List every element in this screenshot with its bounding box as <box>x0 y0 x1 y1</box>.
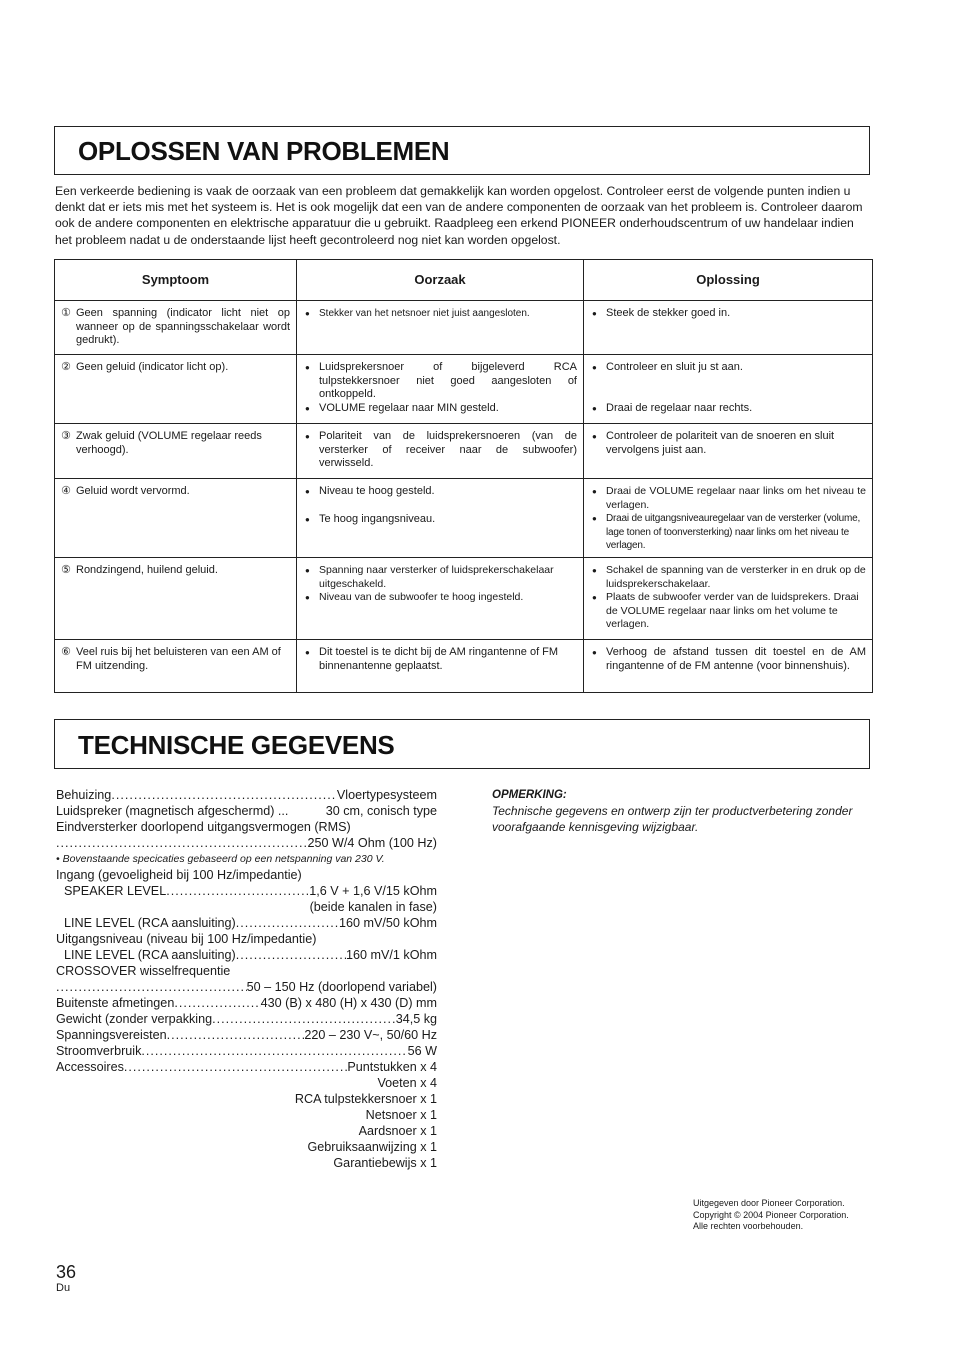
row-number: ② <box>61 361 71 373</box>
cause-item: ● Dit toestel is te dicht bij de AM ringantenne of FM binnenantenne geplaatst. <box>303 646 577 673</box>
spec-label: Luidspreker (magnetisch afgeschermd) ... <box>56 804 289 818</box>
solution-item: ● Controleer de polariteit van de snoeren en sluit vervolgens juist aan. <box>590 430 866 457</box>
table-row <box>55 639 873 692</box>
spec-row <box>56 995 437 1011</box>
spec-row <box>56 835 437 851</box>
copyright-line: Copyright © 2004 Pioneer Corporation. <box>693 1209 849 1220</box>
spec-label: Spanningsvereisten <box>56 1028 167 1042</box>
intro-paragraph <box>55 183 873 248</box>
intro-text: Een verkeerde bediening is vaak de oorzaak van een probleem dat gemakkelijk kan worden opgelost. Controleer eerst de volgende punten indien u denkt dat er iets mis met het systeem is. Het is ook mogelijk dat een van de andere componenten de oorzaak van het probleem is. Controleer daarom ook de andere componenten en elektrische apparatuur die u gebruikt. Raadpleeg een erkend PIONEER onderhoudscentrum of uw handelaar indien het probleem nadat u de onderstaande lijst heeft gecontroleerd nog niet kan worden opgelost. <box>55 184 863 247</box>
spec-label: Eindversterker doorlopend uitgangsvermogen (RMS) <box>56 820 351 834</box>
cause-item: ● Spanning naar versterker of luidsprekerschakelaar uitgeschakeld. <box>303 564 577 591</box>
spec-value: 34,5 kg <box>395 1012 437 1026</box>
accessory-item: Netsnoer x 1 <box>365 1108 437 1122</box>
row-number: ① <box>61 307 71 319</box>
cause-item: ● Te hoog ingangsniveau. <box>303 513 577 527</box>
row-number: ⑥ <box>61 645 71 658</box>
spec-value: Vloertypesysteem <box>336 788 437 802</box>
cause-item: ● Polariteit van de luidsprekersnoeren (van de versterker of receiver naar de subwoofer) verwisseld. <box>303 430 577 471</box>
solution-item: ● Draai de VOLUME regelaar naar links om het niveau te verlagen. <box>590 485 866 512</box>
spec-label: Uitgangsniveau (niveau bij 100 Hz/impedantie) <box>56 932 317 946</box>
spec-row <box>56 947 437 963</box>
accessory-item: Voeten x 4 <box>377 1076 437 1090</box>
spec-row <box>56 915 437 931</box>
spec-row <box>56 1043 437 1059</box>
section-header-troubleshooting <box>54 126 870 175</box>
section-title: TECHNISCHE GEGEVENS <box>78 730 395 760</box>
table-row <box>55 479 873 558</box>
spec-row <box>56 1011 437 1027</box>
remark-text: Technische gegevens en ontwerp zijn ter productverbetering zonder voorafgaande kennisgeving wijzigbaar. <box>492 804 853 834</box>
solution-item: ● Schakel de spanning van de versterker in en druk op de luidsprekerschakelaar. <box>590 564 866 591</box>
spec-label: LINE LEVEL (RCA aansluiting) <box>64 948 236 962</box>
spec-row <box>56 1059 437 1075</box>
spec-value: 30 cm, conisch type <box>325 804 437 818</box>
table-row <box>55 557 873 639</box>
spec-row <box>56 787 437 803</box>
spec-value: (beide kanalen in fase) <box>309 900 437 914</box>
section-title: OPLOSSEN VAN PROBLEMEN <box>78 136 450 166</box>
spec-label: CROSSOVER wisselfrequentie <box>56 964 231 978</box>
solution-item: ● Draai de regelaar naar rechts. <box>590 402 866 416</box>
troubleshooting-table <box>54 259 873 693</box>
spec-label: Accessoires <box>56 1060 124 1074</box>
spec-value: 220 – 230 V~, 50/60 Hz <box>304 1028 437 1042</box>
cause-item: ● Niveau te hoog gesteld. <box>303 485 577 499</box>
table-row <box>55 301 873 355</box>
spec-value: 1,6 V + 1,6 V/15 kOhm <box>309 884 437 898</box>
table-row <box>55 424 873 479</box>
row-number: ⑤ <box>61 563 71 576</box>
spec-row <box>56 803 437 819</box>
spec-value: 160 mV/50 kOhm <box>339 916 437 930</box>
solution-item: ● Controleer en sluit ju st aan. <box>590 361 866 375</box>
accessory-item: Garantiebewijs x 1 <box>333 1156 437 1170</box>
spec-label: Ingang (gevoeligheid bij 100 Hz/impedantie) <box>56 868 302 882</box>
table-header-row <box>55 260 873 301</box>
specifications-list <box>56 787 437 1171</box>
spec-value: Puntstukken x 4 <box>347 1060 437 1074</box>
symptom-text: Veel ruis bij het beluisteren van een AM of FM uitzending. <box>76 645 281 672</box>
accessory-item: Aardsnoer x 1 <box>358 1124 437 1138</box>
publisher-line: Uitgegeven door Pioneer Corporation. <box>693 1198 845 1208</box>
symptom-text: Geen geluid (indicator licht op). <box>76 361 229 373</box>
spec-label: Gewicht (zonder verpakking <box>56 1012 213 1026</box>
spec-row <box>56 979 437 995</box>
cause-item: ● Luidsprekersnoer of bijgeleverd RCA tulpstekkersnoer niet goed aangesloten of ontkoppeld. <box>303 361 577 402</box>
remark-title: OPMERKING: <box>492 789 567 801</box>
spec-label: Stroomverbruik <box>56 1044 142 1058</box>
symptom-text: Zwak geluid (VOLUME regelaar reeds verhoogd). <box>76 430 262 456</box>
row-number: ③ <box>61 430 71 442</box>
spec-value: 160 mV/1 kOhm <box>346 948 437 962</box>
spec-label: LINE LEVEL (RCA aansluiting) <box>64 916 236 930</box>
symptom-text: Geen spanning (indicator licht niet op wanneer op de spanningsschakelaar wordt gedrukt). <box>76 307 290 347</box>
row-number: ④ <box>61 485 71 497</box>
header-cause: Oorzaak <box>297 260 584 301</box>
solution-item: ● Verhoog de afstand tussen dit toestel en de AM ringantenne of de FM antenne (voor binnenshuis). <box>590 646 866 673</box>
section-header-specs <box>54 719 870 769</box>
spec-value: 430 (B) x 480 (H) x 430 (D) mm <box>260 996 437 1010</box>
page-number: 36 <box>56 1262 77 1282</box>
solution-item: ● Plaats de subwoofer verder van de luidsprekers. Draai de VOLUME regelaar naar links om het volume te verlagen. <box>590 591 866 632</box>
solution-item: ● Draai de uitgangsniveauregelaar van de versterker (volume, lage tonen of toonversterking) naar links om het niveau te verlagen. <box>590 512 866 553</box>
spec-label: SPEAKER LEVEL <box>64 884 167 898</box>
rights-line: Alle rechten voorbehouden. <box>693 1221 804 1232</box>
header-symptom: Symptoom <box>55 260 297 301</box>
spec-row <box>56 883 437 899</box>
spec-value: 250 W/4 Ohm (100 Hz) <box>307 836 437 850</box>
cause-item: ● Niveau van de subwoofer te hoog ingesteld. <box>303 591 577 605</box>
spec-label: Behuizing <box>56 788 112 802</box>
symptom-text: Rondzingend, huilend geluid. <box>76 563 218 576</box>
page-language: Du <box>56 1282 71 1294</box>
spec-note: • Bovenstaande specicaties gebaseerd op een netspanning van 230 V. <box>56 853 385 865</box>
spec-row <box>56 1027 437 1043</box>
publisher-info <box>693 1198 849 1233</box>
header-solution: Oplossing <box>584 260 873 301</box>
symptom-text: Geluid wordt vervormd. <box>76 485 190 497</box>
spec-value: 56 W <box>407 1044 437 1058</box>
spec-value: 50 – 150 Hz (doorlopend variabel) <box>246 980 437 994</box>
remark-block <box>492 787 882 835</box>
solution-item: ● Steek de stekker goed in. <box>590 307 866 321</box>
table-row <box>55 355 873 424</box>
accessory-item: Gebruiksaanwijzing x 1 <box>307 1140 437 1154</box>
accessory-item: RCA tulpstekkersnoer x 1 <box>294 1092 437 1106</box>
cause-item: ● Stekker van het netsnoer niet juist aangesloten. <box>303 307 577 321</box>
cause-item: ● VOLUME regelaar naar MIN gesteld. <box>303 402 577 416</box>
spec-label: Buitenste afmetingen <box>56 996 175 1010</box>
